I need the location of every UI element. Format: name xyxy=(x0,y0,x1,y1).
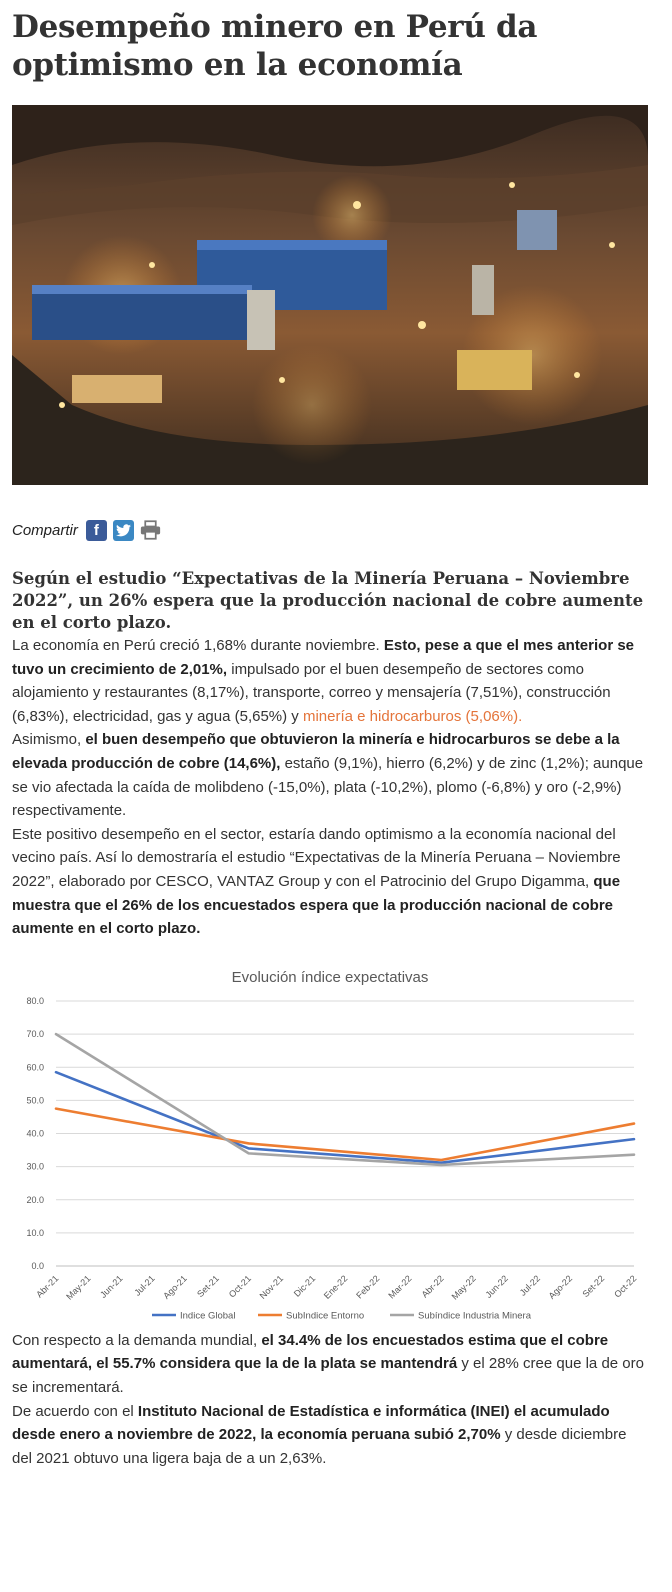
legend-label: Indice Global xyxy=(180,1310,236,1322)
x-tick-label: Oct-22 xyxy=(612,1273,639,1300)
bold-text: (INEI) el acumulado desde enero a noviembre de 2022, la economía peruana subió 2,70% xyxy=(12,1402,610,1444)
text: De acuerdo con el xyxy=(12,1402,138,1420)
share-label: Compartir xyxy=(12,521,78,539)
series-line xyxy=(56,1108,634,1159)
x-tick-label: Oct-21 xyxy=(226,1273,254,1300)
x-tick-label: Dic-21 xyxy=(291,1273,318,1299)
text: estaño (9,1%), hierro (6,2%) y de zinc (1,2%); aunque se vio afectada la caída de molibdeno (-15,0%), plata (-10,2%), plomo (-6,8%) y oro (-2,9%) respectivamente. xyxy=(12,754,644,820)
text: Asimismo, xyxy=(12,731,86,749)
x-tick-label: Feb-22 xyxy=(354,1273,382,1301)
y-tick-label: 70.0 xyxy=(26,1028,44,1039)
x-tick-label: May-21 xyxy=(64,1273,93,1302)
twitter-icon[interactable] xyxy=(113,520,134,541)
x-tick-label: Ago-22 xyxy=(546,1273,575,1301)
text: impulsado por el buen desempeño de sectores como alojamiento y restaurantes (8,17%), transporte, correo y mensajería (7,51%), construcción (6,83%), electricidad, gas y agua (5,65%) y xyxy=(12,660,611,725)
paragraph-3 xyxy=(12,823,648,941)
x-tick-label: Jun-21 xyxy=(98,1273,125,1300)
text: La economía en Perú creció 1,68% durante noviembre. xyxy=(12,637,380,654)
series-line xyxy=(56,1034,634,1165)
text: Con respecto a la demanda mundial, xyxy=(12,1331,262,1349)
facebook-icon[interactable]: f xyxy=(86,520,107,541)
bold-text: el buen desempeño que obtuvieron la minería e hidrocarburos se debe a la elevada producción de cobre (14,6%), xyxy=(12,731,620,772)
x-tick-label: May-22 xyxy=(449,1273,478,1302)
x-tick-label: Jul-21 xyxy=(132,1273,157,1298)
x-tick-label: Abr-21 xyxy=(34,1273,61,1300)
hero-image-mine-night xyxy=(12,105,648,485)
link-mineria[interactable]: minería e hidrocarburos (5,06%). xyxy=(302,707,523,725)
y-tick-label: 0.0 xyxy=(31,1260,44,1271)
expectations-chart xyxy=(12,959,648,1329)
x-tick-label: Set-22 xyxy=(580,1273,607,1299)
chart-title: Evolución índice expectativas xyxy=(231,968,429,986)
text: y el 28% cree que la de oro se incrementará. xyxy=(12,1355,644,1396)
article-subheading: Según el estudio “Expectativas de la Minería Peruana – Noviembre 2022”, un 26% espera que la producción nacional de cobre aumente en el corto plazo. xyxy=(12,569,644,632)
bold-text: Esto, pese a que el mes anterior se tuvo un crecimiento de 2,01%, xyxy=(12,637,635,678)
paragraph-4 xyxy=(12,1329,648,1400)
x-tick-label: Set-21 xyxy=(195,1273,221,1299)
x-tick-label: Mar-22 xyxy=(386,1273,414,1301)
bold-text: que muestra que el 26% de los encuestados espera que la producción nacional de cobre aumente en el corto plazo. xyxy=(12,872,621,938)
x-tick-label: Jul-22 xyxy=(517,1273,543,1298)
y-tick-label: 50.0 xyxy=(26,1095,44,1106)
print-icon[interactable] xyxy=(140,520,161,541)
mining-plant-illustration xyxy=(12,105,648,485)
bold-text: el 34.4% de los encuestados estima que el cobre aumentará, el 55.7% considera que la de la plata se mantendrá xyxy=(12,1331,609,1373)
share-bar xyxy=(12,517,648,543)
y-tick-label: 10.0 xyxy=(26,1227,44,1238)
series-line xyxy=(56,1072,634,1162)
paragraph-5 xyxy=(12,1400,648,1471)
paragraph-2 xyxy=(12,728,648,822)
legend-label: SubIndice Entorno xyxy=(286,1310,365,1322)
link-inei[interactable]: Instituto Nacional de Estadística e informática xyxy=(137,1402,467,1420)
x-tick-label: Abr-22 xyxy=(419,1273,446,1300)
text: Este positivo desempeño en el sector, estaría dando optimismo a la economía nacional del vecino país. Así lo demostraría el estudio “Expectativas de la Minería Peruana – Noviembre 2022”, elaborado por CESCO, VANTAZ Group y con el Patrocinio del Grupo Digamma, xyxy=(12,825,621,890)
y-tick-label: 20.0 xyxy=(26,1194,44,1205)
paragraph-1 xyxy=(12,634,648,728)
x-tick-label: Nov-21 xyxy=(257,1273,286,1301)
y-tick-label: 40.0 xyxy=(26,1128,44,1139)
y-tick-label: 60.0 xyxy=(26,1061,44,1072)
x-tick-label: Ene-22 xyxy=(321,1273,350,1301)
line-chart xyxy=(12,959,648,1329)
y-tick-label: 30.0 xyxy=(26,1161,44,1172)
x-tick-label: Jun-22 xyxy=(483,1273,510,1300)
x-tick-label: Ago-21 xyxy=(161,1273,189,1301)
text: y desde diciembre del 2021 obtuvo una ligera baja de a un 2,63%. xyxy=(12,1426,627,1467)
legend-label: Subíndice Industria Minera xyxy=(418,1310,532,1322)
article-title: Desempeño minero en Perú da optimismo en la economía xyxy=(12,9,538,83)
y-tick-label: 80.0 xyxy=(26,995,44,1006)
